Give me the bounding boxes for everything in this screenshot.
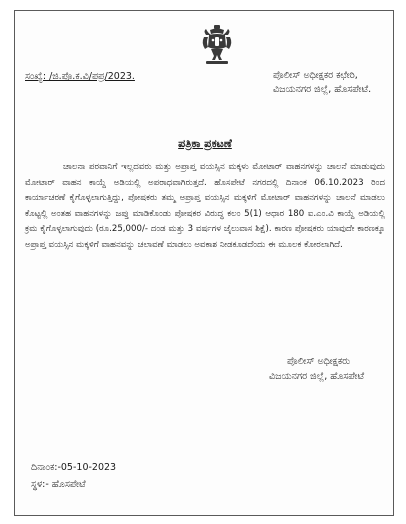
karnataka-state-emblem-icon	[200, 25, 234, 65]
office-line-1: ಪೊಲೀಸ್ ಅಧೀಕ್ಷಕರ ಕಛೇರಿ,	[273, 70, 358, 81]
footer-block	[31, 459, 116, 493]
signatory-place: ವಿಜಯನಗರ ಜಿಲ್ಲೆ, ಹೊಸಪೇಟೆ	[269, 371, 365, 382]
office-address	[273, 69, 371, 97]
signature-block	[269, 354, 364, 384]
press-release-heading: ಪತ್ರಿಕಾ ಪ್ರಕಟಣೆ	[178, 137, 232, 150]
reference-number	[25, 71, 135, 82]
signatory-title: ಪೊಲೀಸ್ ಅಧೀಕ್ಷಕರು	[287, 356, 351, 367]
body-paragraph: ಚಾಲನಾ ಪರವಾನಿಗೆ ಇಲ್ಲದವರು ಮತ್ತು ಅಪ್ರಾಪ್ತ ವಯಸ್ಸಿನ ಮಕ್ಕಳು ಮೋಟಾರ್ ವಾಹನಗಳನ್ನು ಚಾಲನೆ ಮಾಡುವುದು ಮೋಟಾರ್ ವಾಹನ ಕಾಯ್ದೆ ಅಡಿಯಲ್ಲಿ ಅಪರಾಧವಾಗಿರುತ್ತದೆ. ಹೊಸಪೇಟೆ ನಗರದಲ್ಲಿ ದಿನಾಂಕ 06.10.2023 ರಿಂದ ಕಾರ್ಯಾಚರಣೆ ಕೈಗೊಳ್ಳಲಾಗುತ್ತಿದ್ದು, ಪೋಷಕರು ತಮ್ಮ ಅಪ್ರಾಪ್ತ ವಯಸ್ಸಿನ ಮಕ್ಕಳಿಗೆ ಮೋಟಾರ್ ವಾಹನಗಳನ್ನು ಚಾಲನೆ ಮಾಡಲು ಕೊಟ್ಟಲ್ಲಿ ಅಂತಹ ವಾಹನಗಳನ್ನು ಜಪ್ತು ಮಾಡಿಕೊಂಡು ಪೋಷಕರ ವಿರುದ್ಧ ಕಲಂ 5(1) ಆಧಾರ 180 ಐ.ಎಂ.ವಿ ಕಾಯ್ದೆ ಅಡಿಯಲ್ಲಿ ಕ್ರಮ ಕೈಗೊಳ್ಳಲಾಗುವುದು (ರೂ.25,000/- ದಂಡ ಮತ್ತು 3 ವರ್ಷಗಳ ಜೈಲುವಾಸ ಶಿಕ್ಷೆ). ಕಾರಣ ಪೋಷಕರು ಯಾವುದೇ ಕಾರಣಕ್ಕೂ ಅಪ್ರಾಪ್ತ ವಯಸ್ಸಿನ ಮಕ್ಕಳಿಗೆ ವಾಹನವನ್ನು ಚಲಾವಣೆ ಮಾಡಲು ಅವಕಾಶ ನೀಡಕೂಡದೆಂದು ಈ ಮೂಲಕ ಕೋರಲಾಗಿದೆ.	[25, 162, 385, 250]
footer-date: ದಿನಾಂಕ:-05-10-2023	[31, 462, 117, 473]
press-release-body	[25, 160, 385, 253]
reference-label: ಸಂಖ್ಯೆ: /ಜಿ.ಪೊ.ಕ.ವಿ/ಪಪ್ರ/2023.	[25, 71, 135, 82]
footer-location: ಸ್ಥಳ:- ಹೊಸಪೇಟೆ	[31, 479, 86, 490]
office-line-2: ವಿಜಯನಗರ ಜಿಲ್ಲೆ, ಹೊಸಪೇಟೆ.	[273, 84, 372, 95]
press-release-document	[14, 10, 394, 516]
